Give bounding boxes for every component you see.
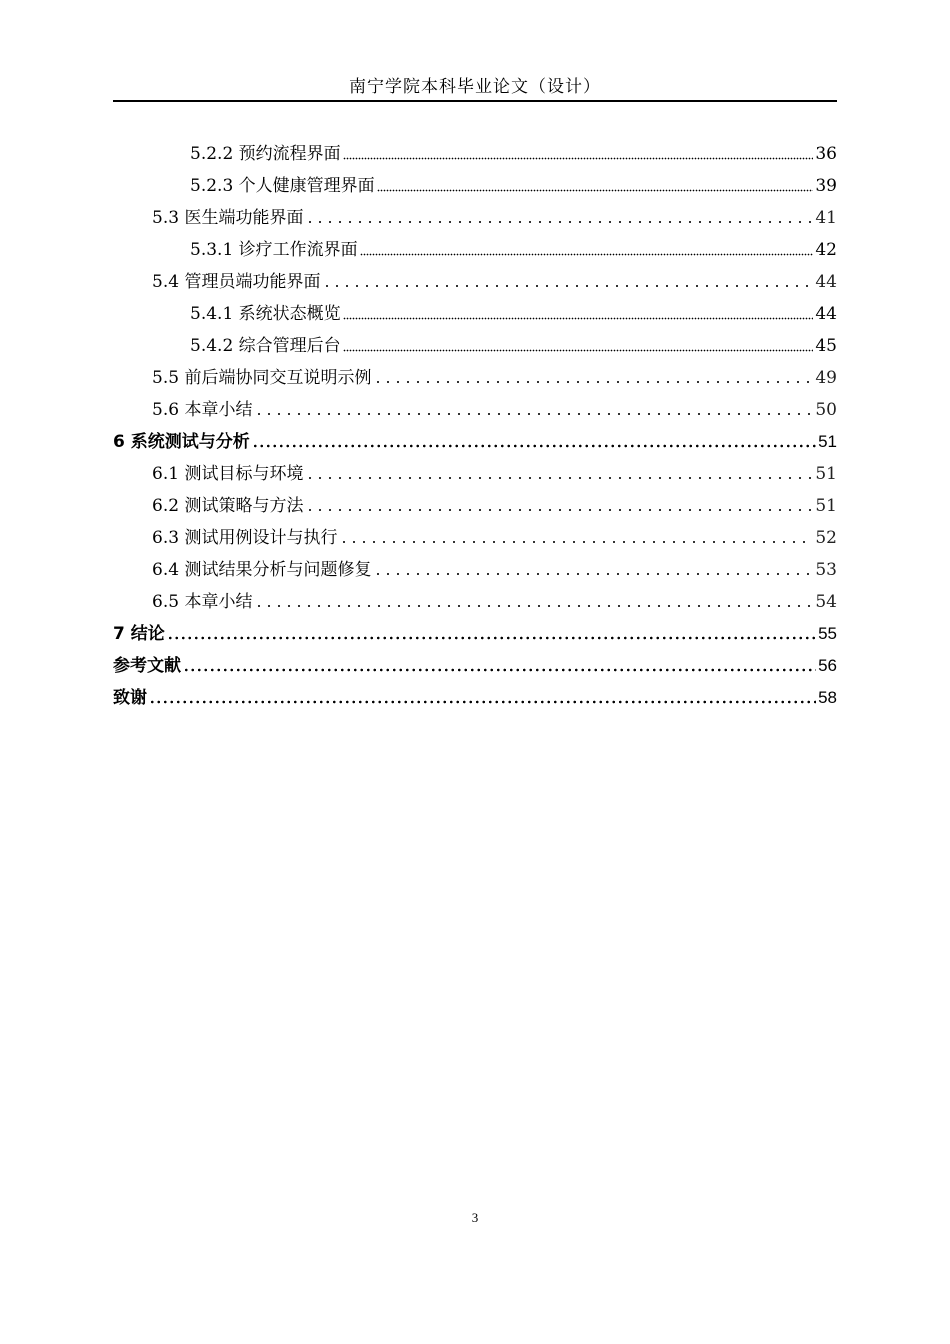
dot-leader — [322, 284, 813, 288]
toc-entry-label: 5.6 本章小结 — [152, 400, 253, 420]
toc-entry[interactable] — [113, 650, 837, 682]
dot-leader — [254, 412, 813, 416]
toc-entry-page: 51 — [815, 464, 837, 484]
toc-entry-page: 41 — [815, 208, 837, 228]
toc-entry-label: 6.5 本章小结 — [152, 592, 253, 612]
toc-entry[interactable] — [113, 458, 837, 490]
page-number: 3 — [471, 1210, 479, 1225]
toc-entry-page: 45 — [815, 336, 837, 356]
toc-entry-page: 53 — [815, 560, 837, 580]
dot-leader — [305, 508, 813, 512]
toc-entry-page: 52 — [815, 528, 837, 548]
toc-entry-page: 42 — [815, 240, 837, 260]
table-of-contents — [113, 138, 837, 714]
toc-entry-label: 6 系统测试与分析 — [113, 432, 250, 452]
toc-entry[interactable] — [113, 362, 837, 394]
dot-leader — [343, 317, 814, 320]
toc-entry[interactable] — [113, 138, 837, 170]
toc-entry[interactable] — [113, 490, 837, 522]
toc-entry[interactable] — [113, 522, 837, 554]
toc-entry-page: 58 — [818, 688, 837, 707]
toc-entry-label: 7 结论 — [113, 624, 165, 644]
toc-entry[interactable] — [113, 618, 837, 650]
dot-leader — [343, 157, 814, 160]
dot-leader — [149, 700, 816, 704]
dot-leader — [360, 253, 814, 256]
toc-entry-page: 50 — [815, 400, 837, 420]
toc-entry-page: 39 — [815, 176, 837, 196]
dot-leader — [373, 380, 813, 384]
toc-entry[interactable] — [113, 330, 837, 362]
toc-entry-page: 44 — [815, 304, 837, 324]
toc-entry[interactable] — [113, 394, 837, 426]
toc-entry-label: 5.3.1 诊疗工作流界面 — [190, 240, 358, 260]
toc-entry-label: 5.2.2 预约流程界面 — [190, 144, 341, 164]
toc-entry-label: 6.2 测试策略与方法 — [152, 496, 304, 516]
toc-entry-page: 36 — [815, 144, 837, 164]
toc-entry[interactable] — [113, 682, 837, 714]
toc-entry-label: 5.5 前后端协同交互说明示例 — [152, 368, 372, 388]
dot-leader — [254, 604, 813, 608]
dot-leader — [339, 540, 813, 544]
dot-leader — [305, 476, 813, 480]
toc-entry-label: 5.4.2 综合管理后台 — [190, 336, 341, 356]
dot-leader — [377, 189, 814, 192]
dot-leader — [252, 444, 816, 448]
toc-entry[interactable] — [113, 266, 837, 298]
dot-leader — [343, 349, 814, 352]
toc-entry[interactable] — [113, 170, 837, 202]
toc-entry-page: 56 — [818, 656, 837, 675]
toc-entry-label: 5.3 医生端功能界面 — [152, 208, 304, 228]
toc-entry-label: 5.2.3 个人健康管理界面 — [190, 176, 375, 196]
toc-entry-page: 51 — [818, 432, 837, 451]
toc-entry-label: 6.3 测试用例设计与执行 — [152, 528, 338, 548]
toc-entry-page: 49 — [815, 368, 837, 388]
toc-entry-page: 44 — [815, 272, 837, 292]
toc-entry[interactable] — [113, 586, 837, 618]
toc-entry-label: 5.4 管理员端功能界面 — [152, 272, 321, 292]
toc-entry[interactable] — [113, 202, 837, 234]
toc-entry-page: 51 — [815, 496, 837, 516]
toc-entry-label: 致谢 — [113, 688, 147, 708]
toc-entry-label: 6.1 测试目标与环境 — [152, 464, 304, 484]
toc-entry[interactable] — [113, 298, 837, 330]
page-header-title: 南宁学院本科毕业论文（设计） — [349, 77, 601, 97]
toc-entry-label: 5.4.1 系统状态概览 — [190, 304, 341, 324]
toc-entry-label: 参考文献 — [113, 656, 181, 676]
dot-leader — [373, 572, 813, 576]
toc-entry[interactable] — [113, 426, 837, 458]
dot-leader — [183, 668, 816, 672]
toc-entry-page: 55 — [818, 624, 837, 643]
dot-leader — [305, 220, 813, 224]
toc-entry[interactable] — [113, 554, 837, 586]
dot-leader — [167, 636, 816, 640]
toc-entry-label: 6.4 测试结果分析与问题修复 — [152, 560, 372, 580]
toc-entry[interactable] — [113, 234, 837, 266]
toc-entry-page: 54 — [815, 592, 837, 612]
header-divider — [113, 100, 837, 102]
